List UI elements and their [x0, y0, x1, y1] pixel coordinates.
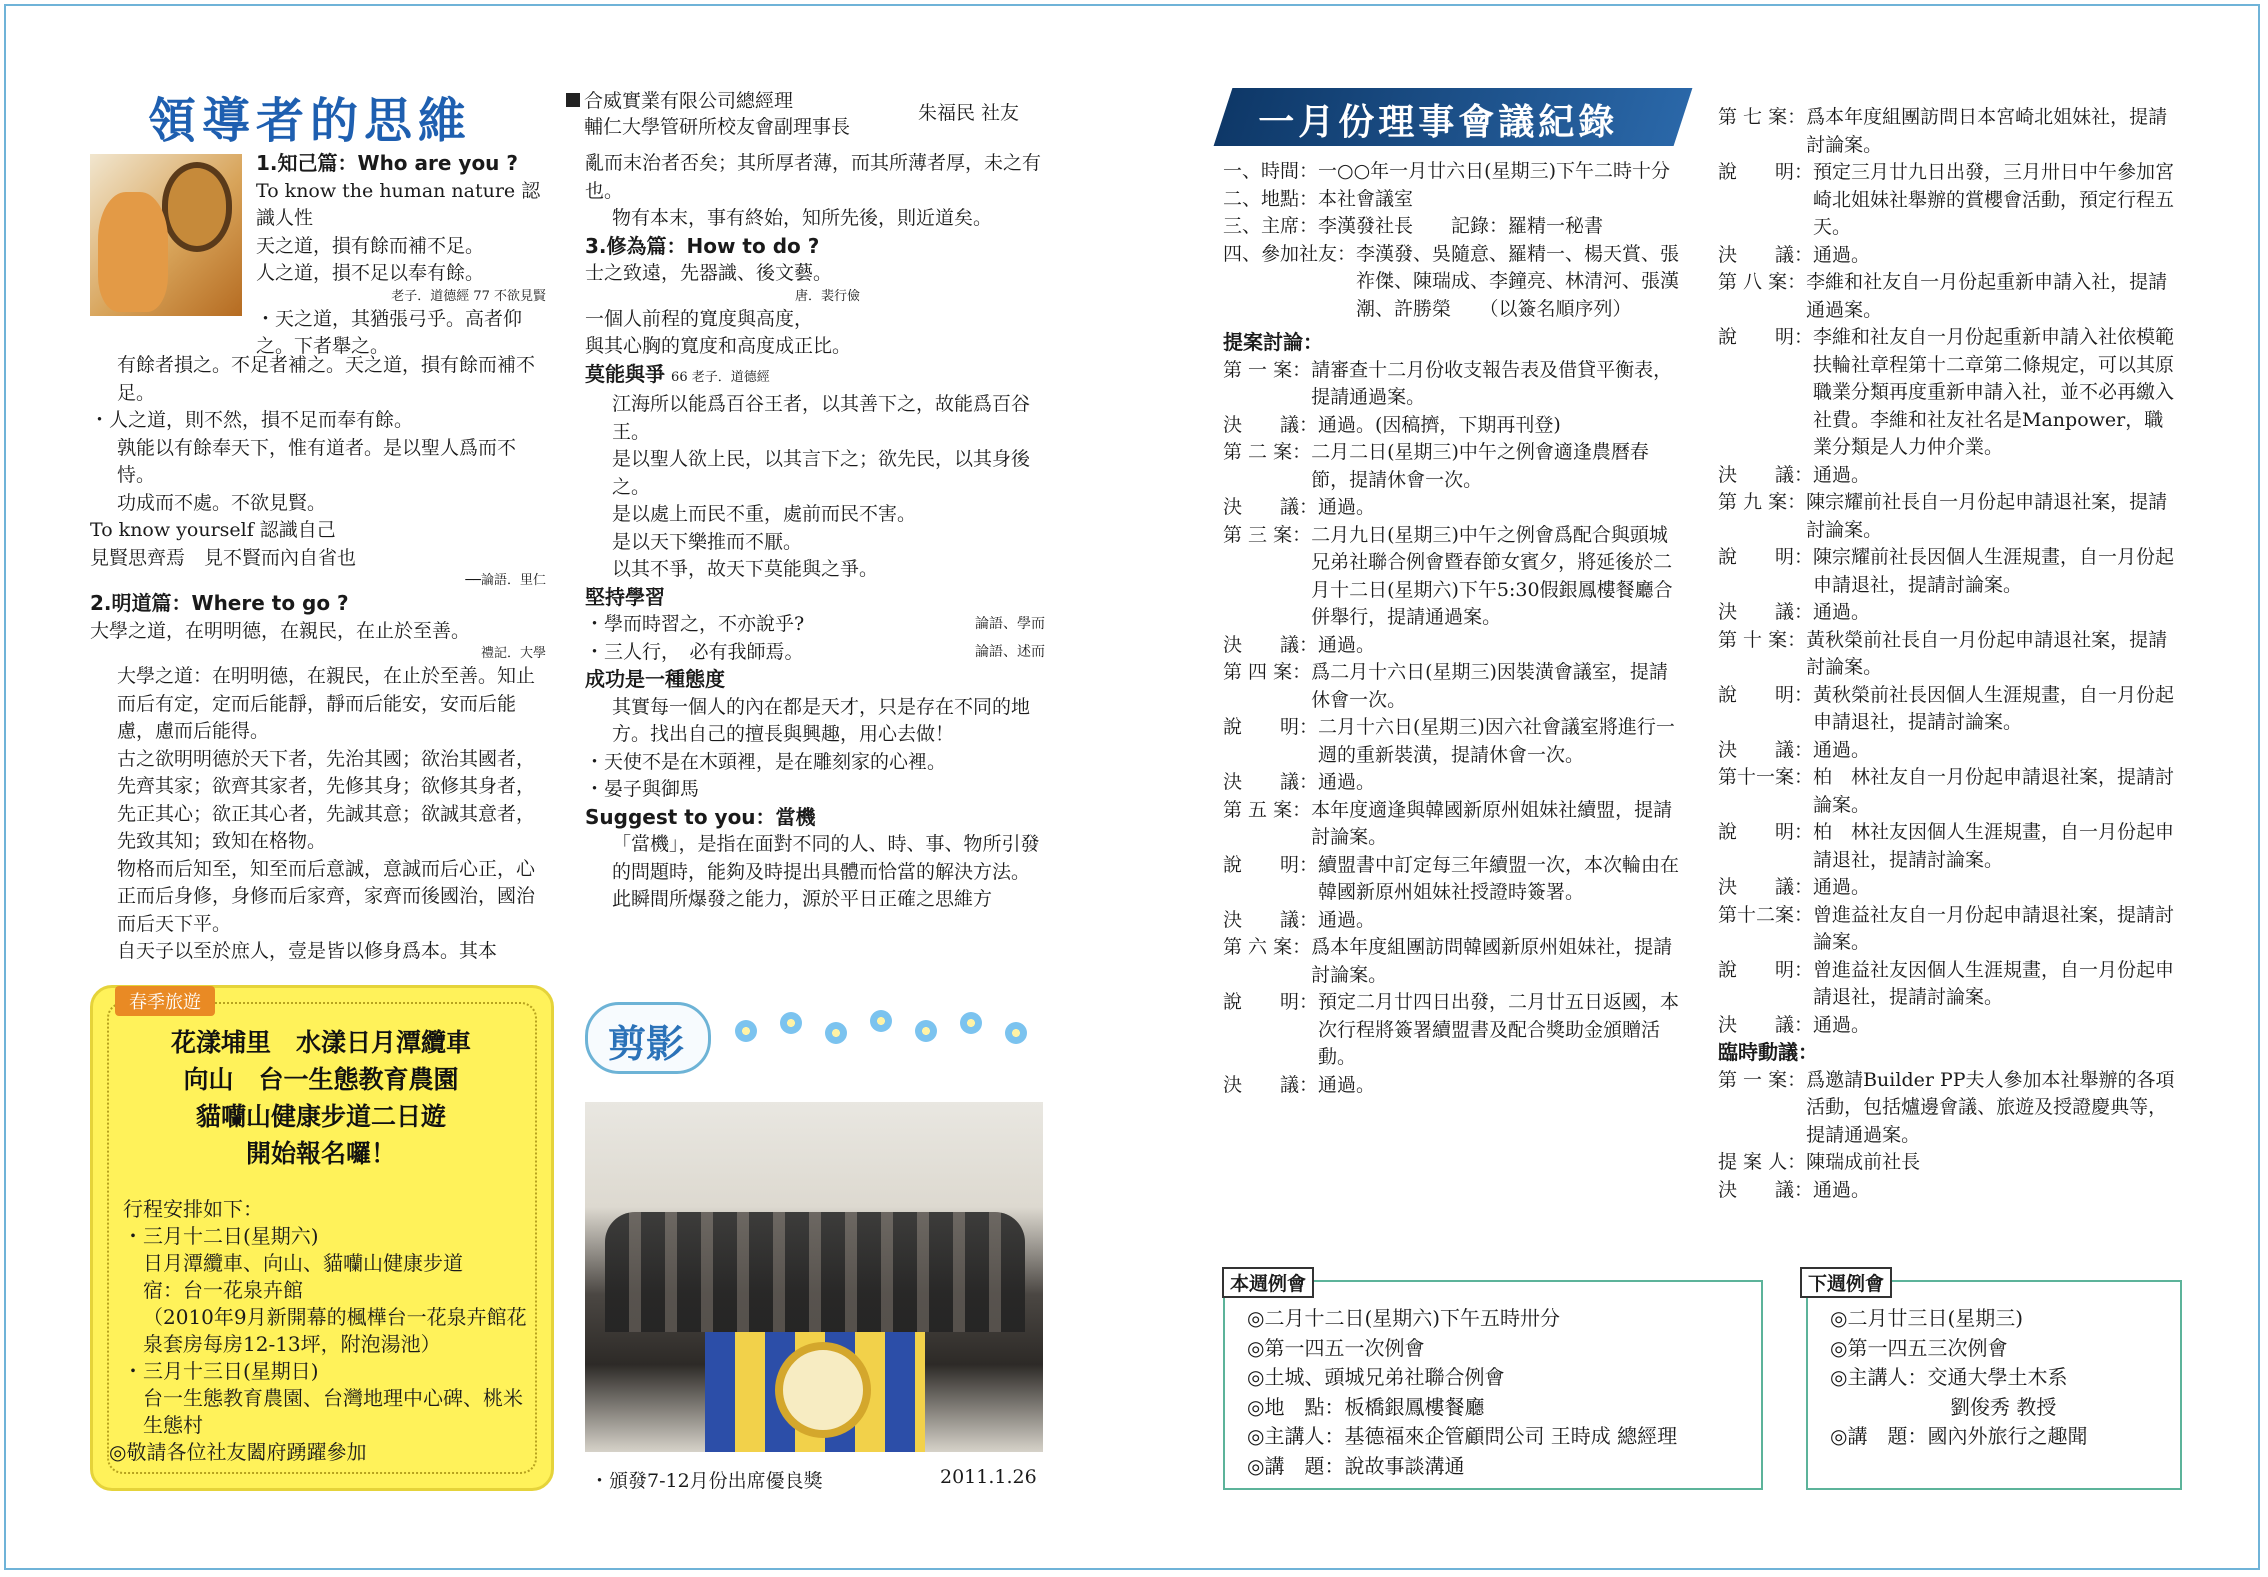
row-value: 續盟書中訂定每三年續盟一次，本次輪由在韓國新原州姐妹社授證時簽署。	[1318, 853, 1680, 903]
row-value: 通過。	[1813, 243, 1871, 266]
row-label: 第 一 案：	[1718, 1068, 1807, 1091]
minutes-row	[1223, 989, 1683, 1072]
row-label: 說 明：	[1223, 991, 1319, 1013]
row-value: 預定三月廿九日出發，三月卅日中午參加宮崎北姐妹社舉辦的賞櫻會活動，預定行程五天。	[1813, 161, 2175, 238]
row-label: 第 八 案：	[1718, 271, 1807, 293]
minutes-row	[1223, 632, 1683, 660]
column-b	[585, 150, 1045, 914]
list-item: ・三月十二日(星期六)	[123, 1224, 319, 1248]
paragraph: 亂而末治者否矣；其所厚者薄，而其所薄者厚，未之有也。	[585, 152, 1042, 202]
paragraph: 宿：台一花泉卉館	[143, 1278, 303, 1302]
flower-icon	[825, 1022, 847, 1044]
row-value: 通過。	[1813, 738, 1871, 761]
row-label: 第 四 案：	[1223, 661, 1312, 683]
mirror-shape	[162, 162, 232, 252]
row-value: 二月九日(星期三)中午之例會爲配合與頭城兄弟社聯合例會暨春節女賓夕，將延後於二月十二日(星期六)下午5:30假銀鳳樓餐廳合併舉行，提請通過案。	[1311, 523, 1673, 628]
flower-icon	[780, 1012, 802, 1034]
row-label: 決 議：	[1223, 496, 1319, 518]
section-heading: 莫能與爭	[585, 361, 665, 386]
row-label: 決 議：	[1718, 243, 1814, 266]
row-label: 第十二案：	[1718, 903, 1814, 926]
row-value: 通過。	[1813, 1178, 1871, 1201]
page-title: 領導者的思維	[148, 93, 473, 149]
spring-trip-title	[111, 1024, 531, 1172]
source-note: ──論語．里仁	[465, 573, 546, 588]
paragraph: 「當機」，是指在面對不同的人、時、事、物所引發的問題時，能夠及時提出具體而恰當的解決方法。	[612, 833, 1040, 883]
minutes-row	[1223, 934, 1683, 989]
minutes-row	[1223, 439, 1683, 494]
list-item: ・三人行， 必有我師焉。	[585, 640, 804, 663]
next-week-lines	[1830, 1304, 2087, 1452]
row-label: 說 明：	[1718, 683, 1814, 706]
row-value: 一○○年一月廿六日(星期三)下午二時十分	[1318, 160, 1670, 182]
row-label: 決 議：	[1718, 876, 1814, 898]
row-label: 第 五 案：	[1223, 798, 1312, 821]
row-label: 決 議：	[1718, 601, 1814, 623]
list-item: ◎第一四五三次例會	[1830, 1335, 2008, 1360]
minutes-row	[1223, 659, 1683, 714]
paragraph: 有餘者損之。不足者補之。天之道，損有餘而補不足。	[117, 354, 536, 404]
row-value: 爲二月十六日(星期三)因裝潢會議室，提請休會一次。	[1311, 661, 1668, 711]
source-note: 論語、學而	[975, 616, 1045, 632]
row-label: 說 明：	[1223, 716, 1319, 738]
this-week-lines	[1247, 1304, 1677, 1481]
paragraph: 與其心胸的寬度和高度成正比。	[585, 335, 852, 357]
row-value: 本年度適逢與韓國新原州姐妹社續盟，提請討論案。	[1311, 798, 1673, 848]
minutes-row	[1223, 522, 1683, 632]
row-value: 通過。	[1318, 496, 1376, 518]
row-label: 四、參加社友：	[1223, 242, 1357, 265]
minutes-row	[1223, 213, 1683, 241]
minutes-row	[1223, 186, 1683, 214]
list-item: ◎講 題：說故事談溝通	[1247, 1453, 1465, 1478]
row-value: 陳宗耀前社長因個人生涯規畫，自一月份起申請退社，提請討論案。	[1813, 546, 2175, 596]
paragraph: （2010年9月新開幕的楓樺台一花泉卉館花泉套房每房12-13坪，附泡湯池）	[143, 1305, 527, 1356]
people-shape	[605, 1212, 1025, 1332]
paragraph: 是以處上而民不重，處前而民不害。	[612, 503, 917, 525]
minutes-row	[1718, 682, 2180, 737]
section-heading: 提案討論：	[1223, 330, 1323, 354]
minutes-row	[1718, 269, 2180, 324]
flower-icon	[960, 1012, 982, 1034]
paragraph: ◎敬請各位社友闔府踴躍參加	[109, 1440, 367, 1464]
row-value: 通過。	[1318, 1073, 1376, 1096]
paragraph: 以其不爭，故天下莫能與之爭。	[612, 558, 879, 580]
row-label: 第十一案：	[1718, 766, 1814, 788]
spring-trip-tag: 春季旅遊	[115, 986, 215, 1016]
row-value: 通過。	[1813, 1013, 1871, 1036]
list-item: ・三月十三日(星期日)	[123, 1359, 319, 1383]
paragraph: 江海所以能爲百谷王者，以其善下之，故能爲百谷王。	[612, 393, 1031, 443]
title-line: 貓囒山健康步道二日遊	[195, 1102, 446, 1131]
section-heading: 成功是一種態度	[585, 667, 725, 691]
row-label: 三、主席：	[1223, 215, 1319, 237]
row-label: 決 議：	[1223, 1073, 1319, 1096]
minutes-row	[1718, 1177, 2180, 1205]
author-title-2: 輔仁大學管研所校友會副理事長	[584, 116, 851, 138]
proposal-list	[1718, 104, 2180, 1039]
row-label: 第 一 案：	[1223, 358, 1312, 381]
paragraph: 是以聖人欲上民，以其言下之；欲先民，以其身後之。	[612, 448, 1031, 498]
flower-icon	[870, 1010, 892, 1032]
row-label: 第 九 案：	[1718, 491, 1807, 513]
list-item: 劉俊秀 教授	[1950, 1394, 2057, 1419]
minutes-row	[1223, 852, 1683, 907]
row-label: 決 議：	[1223, 413, 1319, 436]
row-label: 二、地點：	[1223, 187, 1319, 210]
paragraph: 天之道，損有餘而補不足。	[256, 234, 485, 257]
section-heading: 臨時動議：	[1718, 1040, 1818, 1064]
paragraph: 士之致遠，先器識、後文藝。	[585, 262, 833, 284]
minutes-row	[1718, 324, 2180, 462]
row-label: 決 議：	[1223, 771, 1319, 793]
row-label: 第 十 案：	[1718, 628, 1807, 651]
proposal-list	[1223, 357, 1683, 1100]
row-label: 決 議：	[1718, 1178, 1814, 1201]
minutes-row	[1223, 797, 1683, 852]
paragraph: 大學之道：在明明德，在親民，在止於至善。知止而后有定，定而后能靜，靜而后能安，安而后能慮，慮而后能得。	[117, 665, 536, 742]
flower-icon	[915, 1020, 937, 1042]
row-label: 決 議：	[1718, 1013, 1814, 1036]
paragraph: 一個人前程的寬度與高度，	[585, 307, 814, 330]
paragraph: 物有本末，事有終始，知所先後，則近道矣。	[612, 207, 993, 229]
minutes-row	[1718, 874, 2180, 902]
paragraph: 見賢思齊焉 見不賢而內自省也	[90, 546, 357, 569]
row-value: 李維和社友自一月份起重新申請入社，提請通過案。	[1806, 271, 2168, 321]
this-week-tag: 本週例會	[1222, 1267, 1314, 1298]
row-label: 說 明：	[1718, 958, 1814, 981]
row-value: 請審查十二月份收支報告表及借貸平衡表，提請通過案。	[1311, 358, 1673, 408]
row-value: 爲本年度組團訪問韓國新原州姐妹社，提請討論案。	[1311, 936, 1673, 986]
title-line: 花漾埔里 水漾日月潭纜車	[170, 1028, 471, 1057]
row-value: 黃秋榮前社長因個人生涯規畫，自一月份起申請退社，提請討論案。	[1813, 683, 2175, 733]
minutes-title-banner	[1214, 88, 1693, 146]
photo-date: 2011.1.26	[940, 1466, 1037, 1488]
row-value: 通過。	[1813, 601, 1871, 623]
square-bullet-icon	[566, 93, 580, 107]
source-note: 唐．裴行儉	[795, 288, 861, 304]
paragraph: 行程安排如下：	[123, 1197, 263, 1221]
paragraph: 大學之道，在明明德，在親民，在止於至善。	[90, 619, 471, 642]
row-value: 李漢發社長 記錄：羅精一秘書	[1318, 215, 1604, 237]
paragraph: To know yourself 認識自己	[90, 519, 336, 541]
paragraph: 自天子以至於庶人，壹是皆以修身爲本。其本	[117, 940, 498, 962]
source-note: 禮記．大學	[480, 646, 546, 661]
title-line: 開始報名囉！	[245, 1139, 396, 1168]
minutes-row	[1223, 494, 1683, 522]
paragraph: ・天之道，其猶張弓乎。高者仰之。下者舉之。	[256, 307, 523, 357]
section-heading: Suggest to you：當機	[585, 804, 816, 829]
list-item: ◎土城、頭城兄弟社聯合例會	[1247, 1365, 1505, 1389]
paragraph: 日月潭纜車、向山、貓囒山健康步道	[143, 1251, 463, 1275]
flower-icon	[1005, 1022, 1027, 1044]
minutes-row	[1718, 737, 2180, 765]
row-value: 柏 林社友因個人生涯規畫，自一月份起申請退社，提請討論案。	[1813, 821, 2175, 871]
row-label: 一、時間：	[1223, 160, 1319, 182]
minutes-row	[1718, 104, 2180, 159]
section-heading: 2.明道篇：Where to go ?	[90, 591, 349, 615]
row-label: 決 議：	[1718, 463, 1814, 486]
title-line: 向山 台一生態教育農園	[183, 1065, 459, 1094]
section-heading: 1.知己篇：Who are you ?	[256, 151, 518, 175]
minutes-row	[1718, 1012, 2180, 1040]
minutes-column-2	[1718, 104, 2180, 1204]
list-item: ・學而時習之，不亦說乎?	[585, 613, 805, 635]
list-item: ・晏子與御馬	[585, 778, 700, 800]
paragraph: 功成而不處。不欲見賢。	[117, 491, 327, 514]
minutes-row	[1718, 627, 2180, 682]
minutes-row	[1718, 159, 2180, 242]
row-value: 通過。	[1813, 463, 1871, 486]
row-label: 第 六 案：	[1223, 936, 1312, 958]
minutes-row	[1718, 462, 2180, 490]
meeting-info	[1223, 158, 1683, 323]
minutes-row	[1223, 158, 1683, 186]
row-value: 曾進益社友自一月份起申請退社案，提請討論案。	[1813, 903, 2175, 953]
photo-caption: ・頒發7-12月份出席優良獎	[590, 1470, 823, 1492]
minutes-row	[1718, 599, 2180, 627]
minutes-row	[1718, 957, 2180, 1012]
list-item: ◎二月十二日(星期六)下午五時卅分	[1247, 1306, 1561, 1330]
minutes-row	[1223, 241, 1683, 324]
author-name: 朱福民 社友	[918, 102, 1020, 124]
row-value: 李漢發、吳隨意、羅精一、楊天賞、張祚傑、陳瑞成、李鐘亮、林清河、張漢潮、許勝榮 （以簽名順序列）	[1356, 242, 1680, 320]
row-label: 決 議：	[1718, 738, 1814, 761]
paragraph: 孰能以有餘奉天下，惟有道者。是以聖人爲而不恃。	[117, 436, 517, 486]
row-value: 通過。(因稿擠，下期再刊登)	[1318, 413, 1561, 436]
row-value: 二月十六日(星期三)因六社會議室將進行一週的重新裝潢，提請休會一次。	[1318, 716, 1675, 766]
row-label: 決 議：	[1223, 908, 1319, 931]
list-item: ◎主講人：基德福來企管顧問公司 王時成 總經理	[1247, 1424, 1678, 1448]
minutes-title: 一月份理事會議紀錄	[1258, 102, 1619, 143]
paragraph: 其實每一個人的內在都是天才，只是存在不同的地方。找出自己的擅長與興趣，用心去做！	[612, 695, 1031, 745]
motion-list	[1718, 1067, 2180, 1205]
row-value: 柏 林社友自一月份起申請退社案，提請討論案。	[1813, 766, 2175, 816]
row-value: 黃秋榮前社長自一月份起申請退社案，提請討論案。	[1806, 628, 2168, 678]
row-label: 第 三 案：	[1223, 523, 1312, 546]
list-item: ◎地 點：板橋銀鳳樓餐廳	[1247, 1394, 1485, 1419]
column-a	[90, 352, 546, 966]
minutes-row	[1223, 1072, 1683, 1100]
minutes-row	[1718, 489, 2180, 544]
row-label: 說 明：	[1718, 546, 1814, 568]
row-value: 曾進益社友因個人生涯規畫，自一月份起申請退社，提請討論案。	[1813, 958, 2175, 1008]
next-week-box	[1806, 1280, 2182, 1490]
cat-shape	[98, 192, 168, 312]
rotary-wheel-icon	[775, 1342, 871, 1438]
row-label: 決 議：	[1223, 633, 1319, 656]
row-value: 通過。	[1318, 633, 1376, 656]
paragraph: 台一生態教育農園、台灣地理中心碑、桃米生態村	[143, 1386, 523, 1437]
minutes-column-1	[1223, 158, 1683, 1099]
section-heading: 堅持學習	[585, 584, 665, 609]
paragraph: 人之道，損不足以奉有餘。	[256, 262, 485, 284]
author-header	[566, 88, 850, 140]
paragraph: 此瞬間所爆發之能力，源於平日正確之思維方	[612, 888, 993, 910]
list-item: ◎二月廿三日(星期三)	[1830, 1306, 2024, 1330]
minutes-row	[1718, 819, 2180, 874]
list-item: ◎講 題：國內外旅行之趣聞	[1830, 1424, 2088, 1448]
minutes-row	[1718, 1067, 2180, 1150]
section-heading: 3.修為篇：How to do ?	[585, 233, 820, 258]
row-value: 通過。	[1318, 908, 1376, 931]
list-item: ・天使不是在木頭裡，是在雕刻家的心裡。	[585, 750, 947, 773]
row-label: 第 七 案：	[1718, 106, 1807, 128]
photo-section-label	[585, 1002, 711, 1074]
row-label: 說 明：	[1718, 326, 1814, 348]
column-a-top	[256, 150, 546, 361]
paragraph: 古之欲明明德於天下者，先治其國；欲治其國者，先齊其家；欲齊其家者，先修其身；欲修其身者，先正其心；欲正其心者，先誠其意；欲誠其意者，先致其知；致知在格物。	[117, 747, 536, 852]
spring-trip-body	[109, 1196, 533, 1466]
source-note: 論語、述而	[975, 643, 1045, 660]
label-text: 剪影	[608, 1022, 685, 1066]
spring-trip-box	[90, 985, 554, 1491]
minutes-row	[1718, 544, 2180, 599]
minutes-row	[1223, 907, 1683, 935]
row-label: 說 明：	[1223, 853, 1319, 876]
author-title-1: 合威實業有限公司總經理	[584, 90, 794, 112]
row-value: 陳宗耀前社長自一月份起申請退社案，提請討論案。	[1806, 491, 2168, 541]
row-label: 提 案 人：	[1718, 1151, 1807, 1173]
source-note: 66 老子．道德經	[671, 369, 770, 385]
row-value: 本社會議室	[1318, 187, 1414, 210]
row-label: 第 二 案：	[1223, 441, 1312, 463]
list-item: ◎主講人：交通大學土木系	[1830, 1365, 2068, 1389]
minutes-row	[1718, 902, 2180, 957]
next-week-tag: 下週例會	[1800, 1267, 1892, 1298]
row-value: 爲邀請Builder PP夫人參加本社舉辦的各項活動，包括爐邊會議、旅遊及授證慶典等，提請通過案。	[1806, 1068, 2175, 1146]
row-label: 說 明：	[1718, 821, 1814, 843]
cat-mirror-photo	[90, 154, 242, 316]
row-label: 說 明：	[1718, 161, 1814, 183]
row-value: 李維和社友自一月份起重新申請入社依模範扶輪社章程第十二章第二條規定，可以其原職業分類再度重新申請入社，並不必再繳入社費。李維和社友社名是Manpower，職業分類是人力仲介業。	[1813, 326, 2175, 458]
paragraph: ・人之道，則不然，損不足而奉有餘。	[90, 409, 414, 431]
row-value: 二月二日(星期三)中午之例會適逢農曆春節，提請休會一次。	[1311, 441, 1649, 491]
minutes-row	[1223, 412, 1683, 440]
minutes-row	[1718, 1149, 2180, 1177]
minutes-row	[1223, 769, 1683, 797]
flower-icon	[735, 1020, 757, 1042]
paragraph: 物格而后知至，知至而后意誠，意誠而后心正，心正而后身修，身修而后家齊，家齊而後國治，國治而后天下平。	[117, 857, 536, 935]
minutes-row	[1223, 357, 1683, 412]
this-week-box	[1223, 1280, 1763, 1490]
row-value: 爲本年度組團訪問日本宮崎北姐妹社，提請討論案。	[1806, 106, 2168, 156]
group-photo	[585, 1102, 1043, 1452]
minutes-row	[1223, 714, 1683, 769]
minutes-row	[1718, 242, 2180, 270]
paragraph: To know the human nature 認識人性	[256, 179, 541, 229]
source-note: 老子．道德經 77 不欲見賢	[391, 288, 546, 304]
row-value: 陳瑞成前社長	[1806, 1151, 1921, 1173]
row-value: 預定二月廿四日出發，二月廿五日返國，本次行程將簽署續盟書及配合獎助金頒贈活動。	[1318, 991, 1680, 1068]
row-value: 通過。	[1813, 876, 1871, 898]
paragraph: 是以天下樂推而不厭。	[612, 530, 803, 553]
row-value: 通過。	[1318, 771, 1376, 793]
list-item: ◎第一四五一次例會	[1247, 1335, 1425, 1360]
minutes-row	[1718, 764, 2180, 819]
